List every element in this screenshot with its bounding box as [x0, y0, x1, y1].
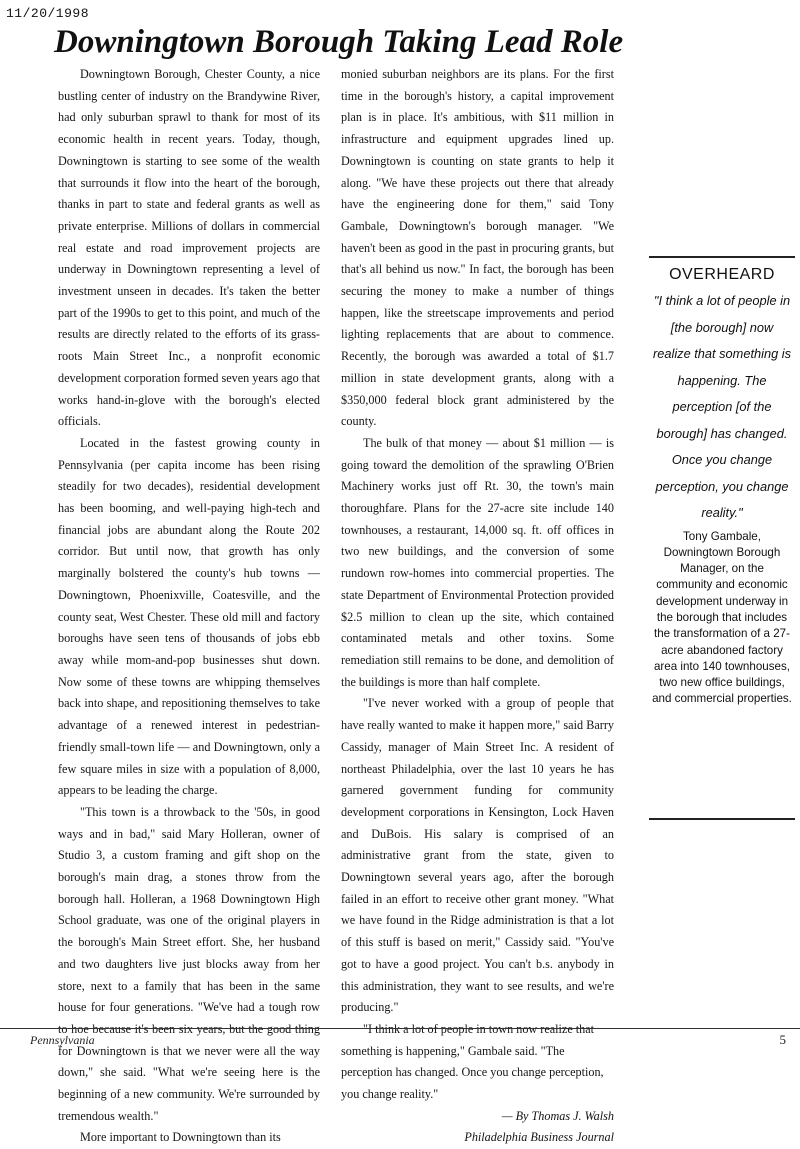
sidebar-quote: "I think a lot of people in [the borough] now realize that something is happening. The perception [of the borough] has changed. Once you change perception, you change reality."	[653, 293, 791, 520]
fax-date-stamp: 11/20/1998	[6, 6, 90, 21]
sidebar-attribution: Tony Gambale, Downingtown Borough Manager, on the community and economic development underway in the borough that includes the transformation of a 27-acre abandoned factory area into 140 townhouses, two new office buildings, and commercial properties.	[652, 529, 792, 706]
article-column-right	[341, 64, 614, 1149]
byline-author: — By Thomas J. Walsh	[501, 1108, 614, 1123]
paragraph: "I've never worked with a group of people that have really wanted to make it happen more," said Barry Cassidy, manager of Main Street Inc. A resident of northeast Philadelphia, over the last 10 years he has garnered government funding for community development corporations in Kensington, Lock Haven and DuBois. His salary is comprised of an administrative grant from the state, given to Downingtown several years ago, after the borough failed in an effort to receive other grant money. "What we have found in the Ridge administration is that a lot of this stuff is based on merit," Cassidy said. "You've got to have a good project. You can't b.s. anybody in this administration, they want to see results, and we're producing."	[341, 696, 614, 1015]
article-headline: Downingtown Borough Taking Lead Role	[54, 24, 624, 60]
paragraph: More important to Downingtown than its	[80, 1130, 281, 1145]
overheard-sidebar	[649, 256, 795, 820]
paragraph: monied suburban neighbors are its plans. For the first time in the borough's history, a capital improvement plan is in place. It's ambitious, with $11 million in infrastructure and equipment upgrades lined up. Downingtown is counting on state grants to help it along. "We have these projects out there that already have the engineering done for them," said Tony Gambale, Downingtown's borough manager. "We haven't been as good in the past in procuring grants, but that's all behind us now." In fact, the borough has been securing the money to make a number of things happen, like the streetscape improvements and period lighting replacements that are about to commence. Recently, the borough was awarded a total of $1.7 million in state development grants, along with a $350,000 federal block grant administered by the county.	[341, 67, 614, 429]
byline-publication: Philadelphia Business Journal	[464, 1130, 614, 1145]
page-footer	[0, 1028, 800, 1051]
paragraph: The bulk of that money — about $1 million — is going toward the demolition of the sprawling O'Brien Machinery works just off Rt. 30, the town's main thoroughfare. Plans for the 27-acre site include 140 townhouses, a restaurant, 14,000 sq. ft. off offices in two new buildings, and the conversion of some rundown row-homes into commercial properties. The state Department of Environmental Protection provided $2.5 million to clean up the site, which contained contaminated metals and other toxins. Some remediation still remains to be done, and demolition of the buildings is more than half complete.	[341, 435, 614, 689]
paragraph: Located in the fastest growing county in Pennsylvania (per capita income has been rising steadily for two decades), residential development has been booming, and well-paying high-tech and financial jobs are abundant along the Route 202 corridor. But until now, that growth has only marginally bolstered the county's hub towns — Downingtown, Phoenixville, Coatesville, and the county seat, West Chester. These old mill and factory boroughs have seen tens of thousands of jobs ebb away while mom-and-pop businesses shut down. Now some of these towns are whipping themselves back into shape, and repositioning themselves to take advantage of a renewed interest in pedestrian-friendly small-town life — and Downingtown, only a few square miles in size with a population of 8,000, appears to be leading the charge.	[58, 435, 320, 798]
paragraph: Downingtown Borough, Chester County, a nice bustling center of industry on the Brandywine River, had only suburban sprawl to thank for most of its economic health in recent years. Today, though, Downingtown is starting to see some of the wealth that surrounds it flow into the heart of the borough, thanks in part to state and federal grants as well as private enterprise. Millions of dollars in commercial real estate and road improvement projects are underway in Downingtown representing a level of investment unseen in decades. It's taken the better part of the 1990s to get to this point, and much of the results are directly related to the efforts of its grass-roots Main Street Inc., a nonprofit economic development corporation formed seven years ago that works hand-in-glove with the borough's elected officials.	[58, 67, 320, 429]
byline	[341, 1106, 614, 1149]
paragraph: "This town is a throwback to the '50s, in good ways and in bad," said Mary Holleran, owner of Studio 3, a custom framing and gift shop on the borough's main drag, a stones throw from the borough hall. Holleran, a 1968 Downingtown High School graduate, was one of the original players in the borough's Main Street effort. She, her husband and two daughters live just blocks away from her store, next to a family that has been in the same house for four generations. "We've had a tough row to hoe because it's been six years, but the good thing for Downingtown is that we never were all the way down," she said. "What we're seeing here is the beginning of a new community. We're surrounded by tremendous wealth."	[58, 804, 320, 1123]
page-number: 5	[779, 1032, 786, 1047]
article-column-left	[58, 64, 320, 1149]
footer-publication: Pennsylvania	[30, 1033, 95, 1047]
sidebar-title: OVERHEARD	[669, 266, 775, 283]
paragraph: "I think a lot of people in town now realize that something is happening," Gambale said. "The perception has changed. Once you change perception, you change reality."	[341, 1021, 604, 1102]
